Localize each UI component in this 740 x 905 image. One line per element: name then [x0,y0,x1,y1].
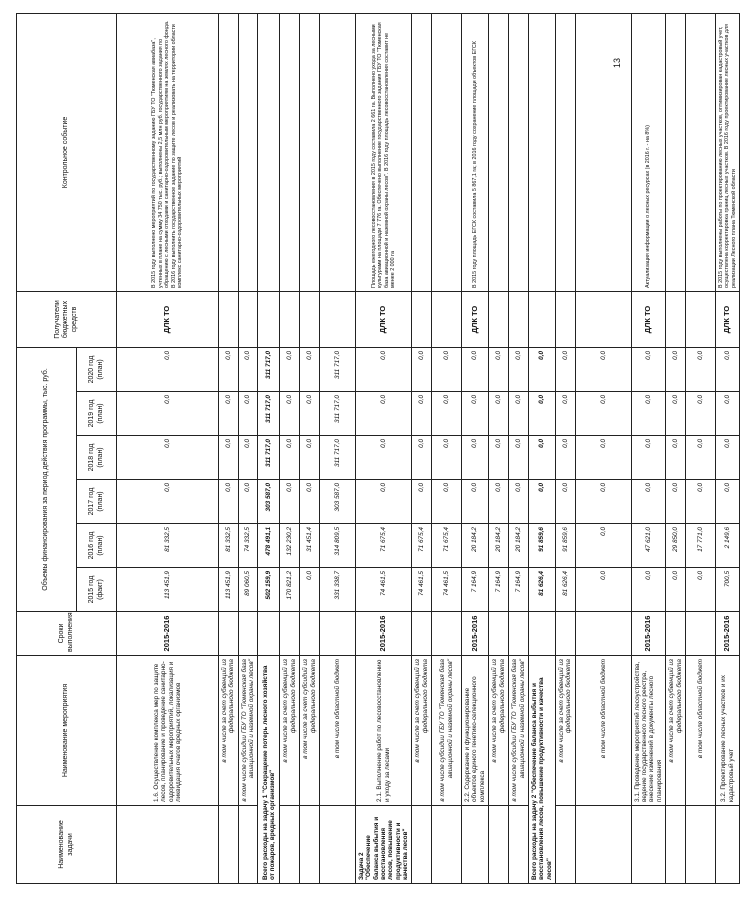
control-cell: В 2015 году выполнены работы по проектированию лесных участков, оптимизирован кадастровый учет, осуществлена корректировка границ лесных участков. В 2016 году проектирование лесных участков для реализации Лесного плана Тюменской области [715,13,739,291]
control-cell [555,13,575,291]
value-cell: 170 821,2 [280,568,300,612]
value-cell: 0,0 [462,480,489,524]
task-cell [631,806,665,884]
recipient-cell: ДЛК ТО [715,291,739,347]
header-year: 2017 год (план) [77,480,117,524]
value-cell: 29 850,0 [666,524,686,568]
value-cell: 0,0 [555,480,575,524]
deadline-cell [489,612,509,656]
value-cell: 71 675,4 [412,524,432,568]
value-cell: 0,0 [575,480,631,524]
task-cell [319,806,355,884]
table-row [555,13,575,883]
deadline-cell [219,612,239,656]
value-cell: 311 717,0 [319,392,355,436]
value-cell: 0,0 [117,347,219,391]
value-cell: 0,0 [355,392,412,436]
control-cell [319,13,355,291]
table-row [575,13,631,883]
value-cell: 0,0 [238,347,258,391]
task-cell [715,806,739,884]
value-cell: 74 461,5 [355,568,412,612]
value-cell: 0,0 [219,392,239,436]
recipient-cell [412,291,432,347]
value-cell: 0,0 [685,480,715,524]
task-cell [555,806,575,884]
task-cell: Всего расходы на задачу 2 "Обеспечение баланса выбытия и восстановления лесов, повышение продуктивности и качества лесов" [528,656,555,884]
value-cell: 0,0 [280,436,300,480]
task-cell [300,806,320,884]
value-cell: 81 626,4 [528,568,555,612]
value-cell: 74 332,5 [238,524,258,568]
value-cell: 0,0 [555,392,575,436]
recipient-cell: ДЛК ТО [462,291,489,347]
value-cell: 0,0 [238,480,258,524]
value-cell: 0,0 [489,480,509,524]
task-cell [412,806,432,884]
value-cell: 303 587,0 [258,480,280,524]
recipient-cell: ДЛК ТО [355,291,412,347]
value-cell: 0,0 [300,347,320,391]
table-row [238,13,258,883]
value-cell: 0,0 [666,436,686,480]
value-cell: 31 451,4 [300,524,320,568]
deadline-cell: 2015-2016 [715,612,739,656]
header-year: 2020 год (план) [77,347,117,391]
value-cell: 0,0 [300,392,320,436]
value-cell: 0,0 [685,392,715,436]
control-cell: Актуализация информации о лесных ресурсах (в 2016 г. - на 8%) [631,13,665,291]
value-cell: 0,0 [666,480,686,524]
task-cell [489,806,509,884]
recipient-cell [666,291,686,347]
control-cell [238,13,258,291]
event-cell: в том числе субсидии ГБУ ТО "Тюменская база авиационной и наземной охраны лесов" [238,656,258,806]
task-cell [280,806,300,884]
deadline-cell [555,612,575,656]
value-cell: 0,0 [685,568,715,612]
header-year: 2019 год (план) [77,392,117,436]
event-cell: 2.2. Содержание и функционирование объектов единого генетико-селекционного комплекса [462,656,489,806]
control-cell [666,13,686,291]
deadline-cell [280,612,300,656]
event-cell: в том числе субсидии ГБУ ТО "Тюменская база авиационной и наземной охраны лесов" [509,656,529,806]
task-cell [685,806,715,884]
recipient-cell [238,291,258,347]
rotated-page [16,14,737,884]
table-row [319,13,355,883]
value-cell: 0,0 [489,436,509,480]
value-cell: 0,0 [219,480,239,524]
value-cell: 81 332,5 [117,524,219,568]
value-cell: 81 332,5 [219,524,239,568]
value-cell: 0,0 [528,392,555,436]
value-cell: 91 859,6 [555,524,575,568]
value-cell: 502 159,9 [258,568,280,612]
value-cell: 0,0 [666,568,686,612]
recipient-cell [280,291,300,347]
value-cell: 91 859,6 [528,524,555,568]
value-cell: 314 809,5 [319,524,355,568]
value-cell: 0,0 [715,392,739,436]
recipient-cell [300,291,320,347]
table-row [258,13,280,883]
table-row [631,13,665,883]
table-row [528,13,555,883]
table-row [666,13,686,883]
value-cell: 0,0 [715,436,739,480]
event-cell: в том числе за счет субвенций из федерального бюджета [489,656,509,806]
value-cell: 0,0 [300,436,320,480]
value-cell: 0,0 [631,347,665,391]
header-recipient: Получатели бюджетных средств [17,291,117,347]
value-cell: 0,0 [462,392,489,436]
deadline-cell: 2015-2016 [117,612,219,656]
value-cell: 700,5 [715,568,739,612]
value-cell: 17 771,0 [685,524,715,568]
page-number: 13 [612,57,623,69]
value-cell: 0,0 [509,347,529,391]
value-cell: 0,0 [575,524,631,568]
task-cell: Всего расходы на задачу 1 "Сокращение потерь лесного хозяйства от пожаров, вредных организмов" [258,656,280,884]
header-event: Наименование мероприятия [17,656,117,806]
value-cell: 89 060,5 [238,568,258,612]
value-cell: 0,0 [432,392,462,436]
value-cell: 2 149,6 [715,524,739,568]
table-row [412,13,432,883]
value-cell: 0,0 [555,436,575,480]
value-cell: 0,0 [219,347,239,391]
recipient-cell [258,291,280,347]
value-cell: 0,0 [238,436,258,480]
value-cell: 0,0 [509,392,529,436]
table-row [685,13,715,883]
deadline-cell [509,612,529,656]
value-cell: 47 621,0 [631,524,665,568]
deadline-cell [528,612,555,656]
event-cell: в том числе за счет субсидий из федерального бюджета [300,656,320,806]
value-cell: 0,0 [528,436,555,480]
value-cell: 331 338,7 [319,568,355,612]
event-cell: 3.1. Проведение мероприятий лесоустройства, ведение государственного лесного реестра, внесение изменений в документы лесного планирования [631,656,665,806]
control-cell [280,13,300,291]
control-cell: В 2015 году выполнено мероприятий по государственному заданию ГБУ ТО "Тюменская авиабаза", учтенных в плане на сумму 34 750 тыс. руб.; выполнены 2,5 млн руб. государственного задания по обращению с лесными отходами и санитарно-оздоровительным мероприятиям на землях лесного фонда. В 2016 году выполнить государственное задание по защите лесов и реализовать на территории области комплекс санитарно-оздоровительных мероприятий [117,13,219,291]
value-cell: 0,0 [280,480,300,524]
table-row [280,13,300,883]
value-cell: 0,0 [489,347,509,391]
value-cell: 0,0 [117,392,219,436]
header-task: Наименование задачи [17,806,117,884]
task-cell [219,806,239,884]
value-cell: 0,0 [528,480,555,524]
recipient-cell [319,291,355,347]
header-funding: Объемы финансирования за период действия программы, тыс. руб. [17,347,77,611]
event-cell: в том числе за счет субвенций из федерального бюджета [219,656,239,806]
event-cell: в том числе за счет субвенций из федерального бюджета [412,656,432,806]
value-cell: 132 230,2 [280,524,300,568]
value-cell: 0,0 [631,392,665,436]
funding-table [16,13,740,884]
value-cell: 0,0 [412,392,432,436]
deadline-cell [432,612,462,656]
control-cell [528,13,555,291]
value-cell: 0,0 [432,347,462,391]
value-cell: 20 184,2 [509,524,529,568]
value-cell: 7 164,9 [509,568,529,612]
recipient-cell [489,291,509,347]
value-cell: 0,0 [631,436,665,480]
value-cell: 0,0 [117,480,219,524]
value-cell: 7 164,9 [489,568,509,612]
deadline-cell: 2015-2016 [462,612,489,656]
task-cell [117,806,219,884]
event-cell: в том числе областной бюджет [575,656,631,806]
header-year: 2015 год (факт) [77,568,117,612]
value-cell: 0,0 [355,480,412,524]
recipient-cell [509,291,529,347]
deadline-cell [666,612,686,656]
task-cell: Задача 2 "Обеспечение баланса выбытия и восстановления лесов, повышение продуктивности и качества лесов" [355,806,412,884]
value-cell: 478 491,1 [258,524,280,568]
value-cell: 74 461,5 [412,568,432,612]
value-cell: 311 717,0 [319,347,355,391]
event-cell: в том числе субсидии ГБУ ТО "Тюменская база авиационной и наземной охраны лесов" [432,656,462,806]
control-cell [685,13,715,291]
value-cell: 81 626,4 [555,568,575,612]
value-cell: 0,0 [666,392,686,436]
value-cell: 0,0 [555,347,575,391]
task-cell [238,806,258,884]
value-cell: 0,0 [432,436,462,480]
value-cell: 71 675,4 [355,524,412,568]
value-cell: 311 717,0 [319,436,355,480]
deadline-cell: 2015-2016 [355,612,412,656]
table-row [489,13,509,883]
deadline-cell [575,612,631,656]
value-cell: 0,0 [300,480,320,524]
value-cell: 0,0 [238,392,258,436]
event-cell: 1.6. Осуществление комплекса мер по защите лесов, планирование и проведение санитарно-оздоровительных мероприятий, локализация и ликвидация очагов вредных организмов [117,656,219,806]
value-cell: 0,0 [462,436,489,480]
recipient-cell [219,291,239,347]
event-cell: в том числе областной бюджет [319,656,355,806]
table-row [219,13,239,883]
deadline-cell [685,612,715,656]
value-cell: 311 717,0 [258,392,280,436]
task-cell [462,806,489,884]
deadline-cell [258,612,280,656]
value-cell: 0,0 [300,568,320,612]
table-row [509,13,529,883]
recipient-cell: ДЛК ТО [117,291,219,347]
value-cell: 113 451,9 [219,568,239,612]
deadline-cell: 2015-2016 [631,612,665,656]
value-cell: 0,0 [280,392,300,436]
value-cell: 0,0 [355,436,412,480]
control-cell [432,13,462,291]
recipient-cell [685,291,715,347]
value-cell: 7 164,9 [462,568,489,612]
event-cell: в том числе областной бюджет [685,656,715,806]
value-cell: 0,0 [575,347,631,391]
deadline-cell [238,612,258,656]
value-cell: 0,0 [117,436,219,480]
control-cell [300,13,320,291]
value-cell: 0,0 [489,392,509,436]
recipient-cell [528,291,555,347]
recipient-cell: ДЛК ТО [631,291,665,347]
value-cell: 0,0 [528,347,555,391]
value-cell: 311 717,0 [258,436,280,480]
value-cell: 0,0 [666,347,686,391]
value-cell: 303 587,0 [319,480,355,524]
table-row [715,13,739,883]
value-cell: 0,0 [715,347,739,391]
table-row [355,13,412,883]
task-cell [432,806,462,884]
task-cell [666,806,686,884]
header-year: 2016 год (план) [77,524,117,568]
event-cell: в том числе за счет субвенций из федерального бюджета [666,656,686,806]
control-cell [219,13,239,291]
recipient-cell [555,291,575,347]
table-row [432,13,462,883]
task-cell [509,806,529,884]
value-cell: 0,0 [462,347,489,391]
control-cell [258,13,280,291]
table-row [300,13,320,883]
value-cell: 0,0 [509,436,529,480]
value-cell: 0,0 [412,480,432,524]
event-cell: 3.2. Проектирование лесных участков и их кадастровый учет [715,656,739,806]
recipient-cell [432,291,462,347]
value-cell: 0,0 [575,436,631,480]
value-cell: 20 184,2 [462,524,489,568]
value-cell: 0,0 [412,436,432,480]
value-cell: 0,0 [509,480,529,524]
task-cell [575,806,631,884]
table-row [462,13,489,883]
value-cell: 0,0 [575,392,631,436]
value-cell: 0,0 [432,480,462,524]
deadline-cell [412,612,432,656]
event-cell: в том числе за счет субвенций из федерального бюджета [280,656,300,806]
value-cell: 0,0 [685,347,715,391]
value-cell: 311 717,0 [258,347,280,391]
deadline-cell [300,612,320,656]
value-cell: 0,0 [685,436,715,480]
control-cell: Площадь ежегодного лесовосстановления в 2015 году составила 2 661 га. Выполнено ухода за лесными культурами на площади 7 776 га. Обеспечено выполнение государственного задания ГБУ ТО "Тюменская база авиационной и наземной охраны лесов". В 2016 году площадь лесовосстановления составит не менее 2 000 га [355,13,412,291]
header-year: 2018 год (план) [77,436,117,480]
header-deadline: Сроки выполнения [17,612,117,656]
deadline-cell [319,612,355,656]
header-control: Контрольное событие [17,13,117,291]
control-cell [575,13,631,291]
event-cell: 2.1. Выполнение работ по лесовосстановлению и уходу за лесами [355,656,412,806]
value-cell: 20 184,2 [489,524,509,568]
value-cell: 0,0 [575,568,631,612]
value-cell: 0,0 [631,480,665,524]
event-cell: в том числе за счет субвенций из федерального бюджета [555,656,575,806]
value-cell: 0,0 [355,347,412,391]
control-cell [412,13,432,291]
value-cell: 113 451,9 [117,568,219,612]
value-cell: 0,0 [219,436,239,480]
value-cell: 0,0 [280,347,300,391]
value-cell: 0,0 [631,568,665,612]
value-cell: 0,0 [715,480,739,524]
value-cell: 71 675,4 [432,524,462,568]
control-cell: В 2015 году площадь ЕГСК составила 5 867,1 га; в 2016 году сохранение площади объектов ЕГСК [462,13,489,291]
value-cell: 74 461,5 [432,568,462,612]
value-cell: 0,0 [412,347,432,391]
recipient-cell [575,291,631,347]
control-cell [489,13,509,291]
table-row [117,13,219,883]
control-cell [509,13,529,291]
